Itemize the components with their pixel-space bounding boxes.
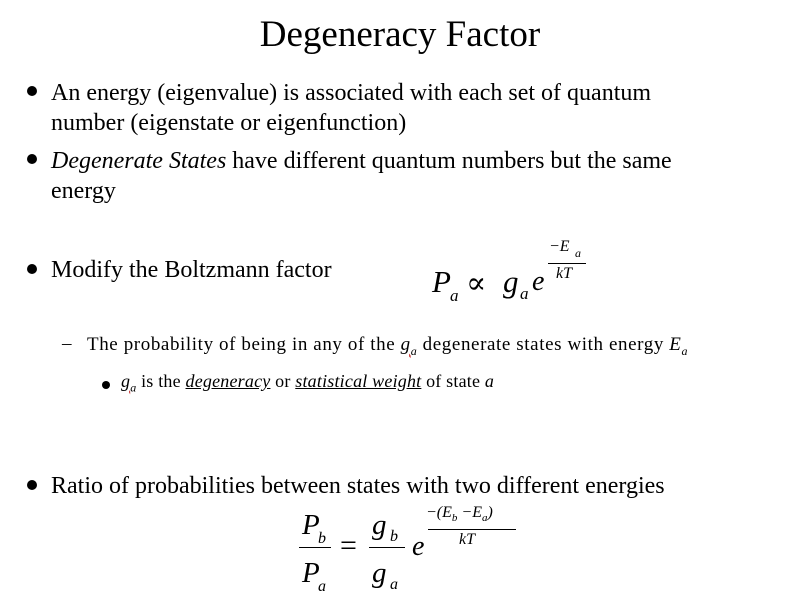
bullet-4-text: Ratio of probabilities between states with two different energies (51, 473, 665, 499)
formula2-right-fraction-line (369, 547, 405, 548)
formula1-g-subscript: a (520, 284, 529, 303)
g-a-symbol: $g_a$ (400, 334, 418, 358)
formula2-ga: g (372, 557, 387, 589)
formula2-Pa: P (302, 557, 320, 589)
formula1-P-subscript: a (450, 286, 459, 305)
bullet-3-text: Modify the Boltzmann factor (51, 257, 332, 283)
formula1-prop: ∝ (466, 267, 487, 300)
bullet-2-line-2: energy (51, 178, 116, 204)
formula1-exp-num-sub: a (575, 246, 581, 260)
formula2-Pb-subscript: b (318, 530, 326, 547)
bullet-icon (27, 480, 37, 490)
bullet-2-line-1 (51, 146, 672, 176)
bullet-icon (27, 264, 37, 274)
formula1-P: P (432, 264, 451, 299)
formula2-exp-num: $-(E_b -E_a)$ (426, 504, 493, 525)
formula2-gb: g (372, 509, 387, 541)
formula2-equals: = (340, 529, 357, 562)
g-a-symbol: $g_a$ (121, 371, 137, 395)
formula1-e: e (532, 266, 545, 297)
bullet-2-text: have different quantum numbers but the same (226, 148, 672, 174)
bullet-icon (27, 154, 37, 164)
formula2-left-fraction-line (299, 547, 331, 548)
formula1-fraction-line (548, 263, 586, 264)
bullet-1-line-1: An energy (eigenvalue) is associated with each set of quantum (51, 80, 652, 106)
formula2-Pb: P (302, 509, 320, 541)
sub-bullet-1-text: The probability of being in any of the $g_a$ degenerate states with energy $E_a$ (87, 334, 689, 358)
statistical-weight-term: statistical weight (295, 371, 422, 391)
state-symbol: a (484, 371, 495, 391)
formula2-exp-fraction-line (428, 529, 516, 530)
formula2-ga-subscript: a (390, 576, 398, 593)
sub-bullet-dash: – (62, 333, 72, 354)
degenerate-states-term: Degenerate States (51, 148, 227, 174)
bullet-icon (27, 86, 37, 96)
formula2-e: e (412, 531, 425, 562)
slide-title: Degeneracy Factor (259, 14, 541, 55)
bullet-1-line-2: number (eigenstate or eigenfunction) (51, 110, 407, 136)
sub-sub-bullet-text: $g_a$ is the degeneracy or statistical weight of state a (121, 371, 495, 395)
energy-symbol: $E_a$ (669, 334, 689, 358)
formula1-exp-den: kT (556, 265, 572, 282)
formula1-g: g (503, 264, 519, 299)
formula2-gb-subscript: b (390, 528, 398, 545)
formula2-exp-den: kT (459, 531, 475, 548)
sub-sub-bullet-icon (102, 381, 110, 389)
formula2-Pa-subscript: a (318, 578, 326, 595)
formula1-exp-num: −E (549, 238, 570, 255)
degeneracy-term: degeneracy (185, 371, 271, 391)
